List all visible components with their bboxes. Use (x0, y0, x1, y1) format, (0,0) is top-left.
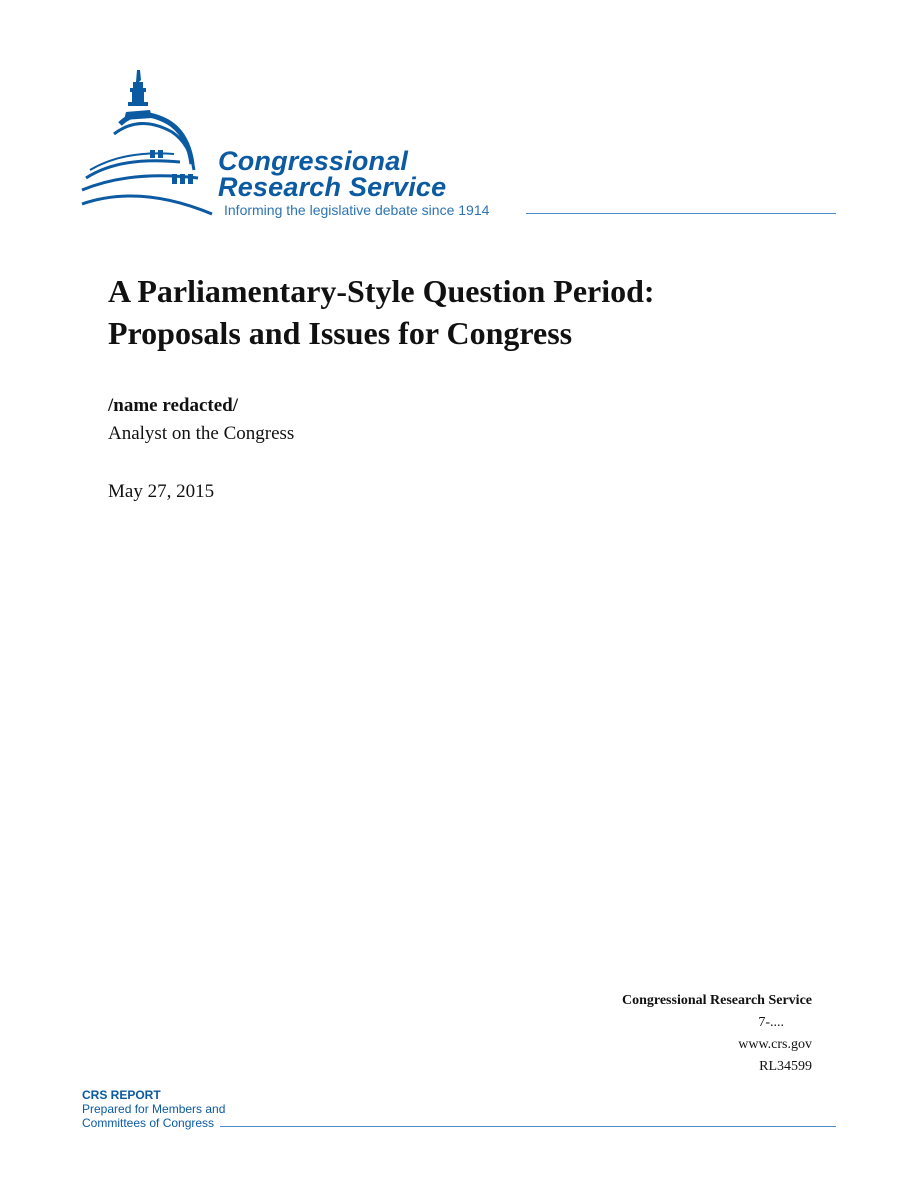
report-date: May 27, 2015 (108, 481, 215, 502)
crs-logo (80, 66, 840, 226)
report-title-line1: A Parliamentary-Style Question Period: (108, 273, 655, 309)
capitol-dome-icon (80, 66, 220, 216)
author-name: /name redacted/ (108, 395, 238, 416)
publisher-name: Congressional Research Service (621, 993, 812, 1008)
author-role: Analyst on the Congress (108, 423, 295, 444)
footer (82, 1088, 838, 1130)
footer-line2: Committees of Congress (82, 1116, 215, 1130)
report-title (108, 270, 868, 354)
logo-name-line1: Congressional (218, 146, 409, 176)
report-title-line2: Proposals and Issues for Congress (108, 315, 573, 351)
publisher-block (622, 990, 812, 1078)
footer-label: CRS REPORT (82, 1088, 161, 1102)
logo-divider (526, 213, 836, 214)
footer-line1: Prepared for Members and (82, 1102, 226, 1116)
footer-divider (220, 1126, 836, 1127)
logo-name-line2: Research Service (218, 172, 447, 202)
publisher-number: 7-.... (758, 1015, 784, 1030)
publisher-website: www.crs.gov (738, 1037, 812, 1052)
logo-tagline: Informing the legislative debate since 1914 (224, 202, 490, 218)
report-id: RL34599 (759, 1059, 812, 1074)
